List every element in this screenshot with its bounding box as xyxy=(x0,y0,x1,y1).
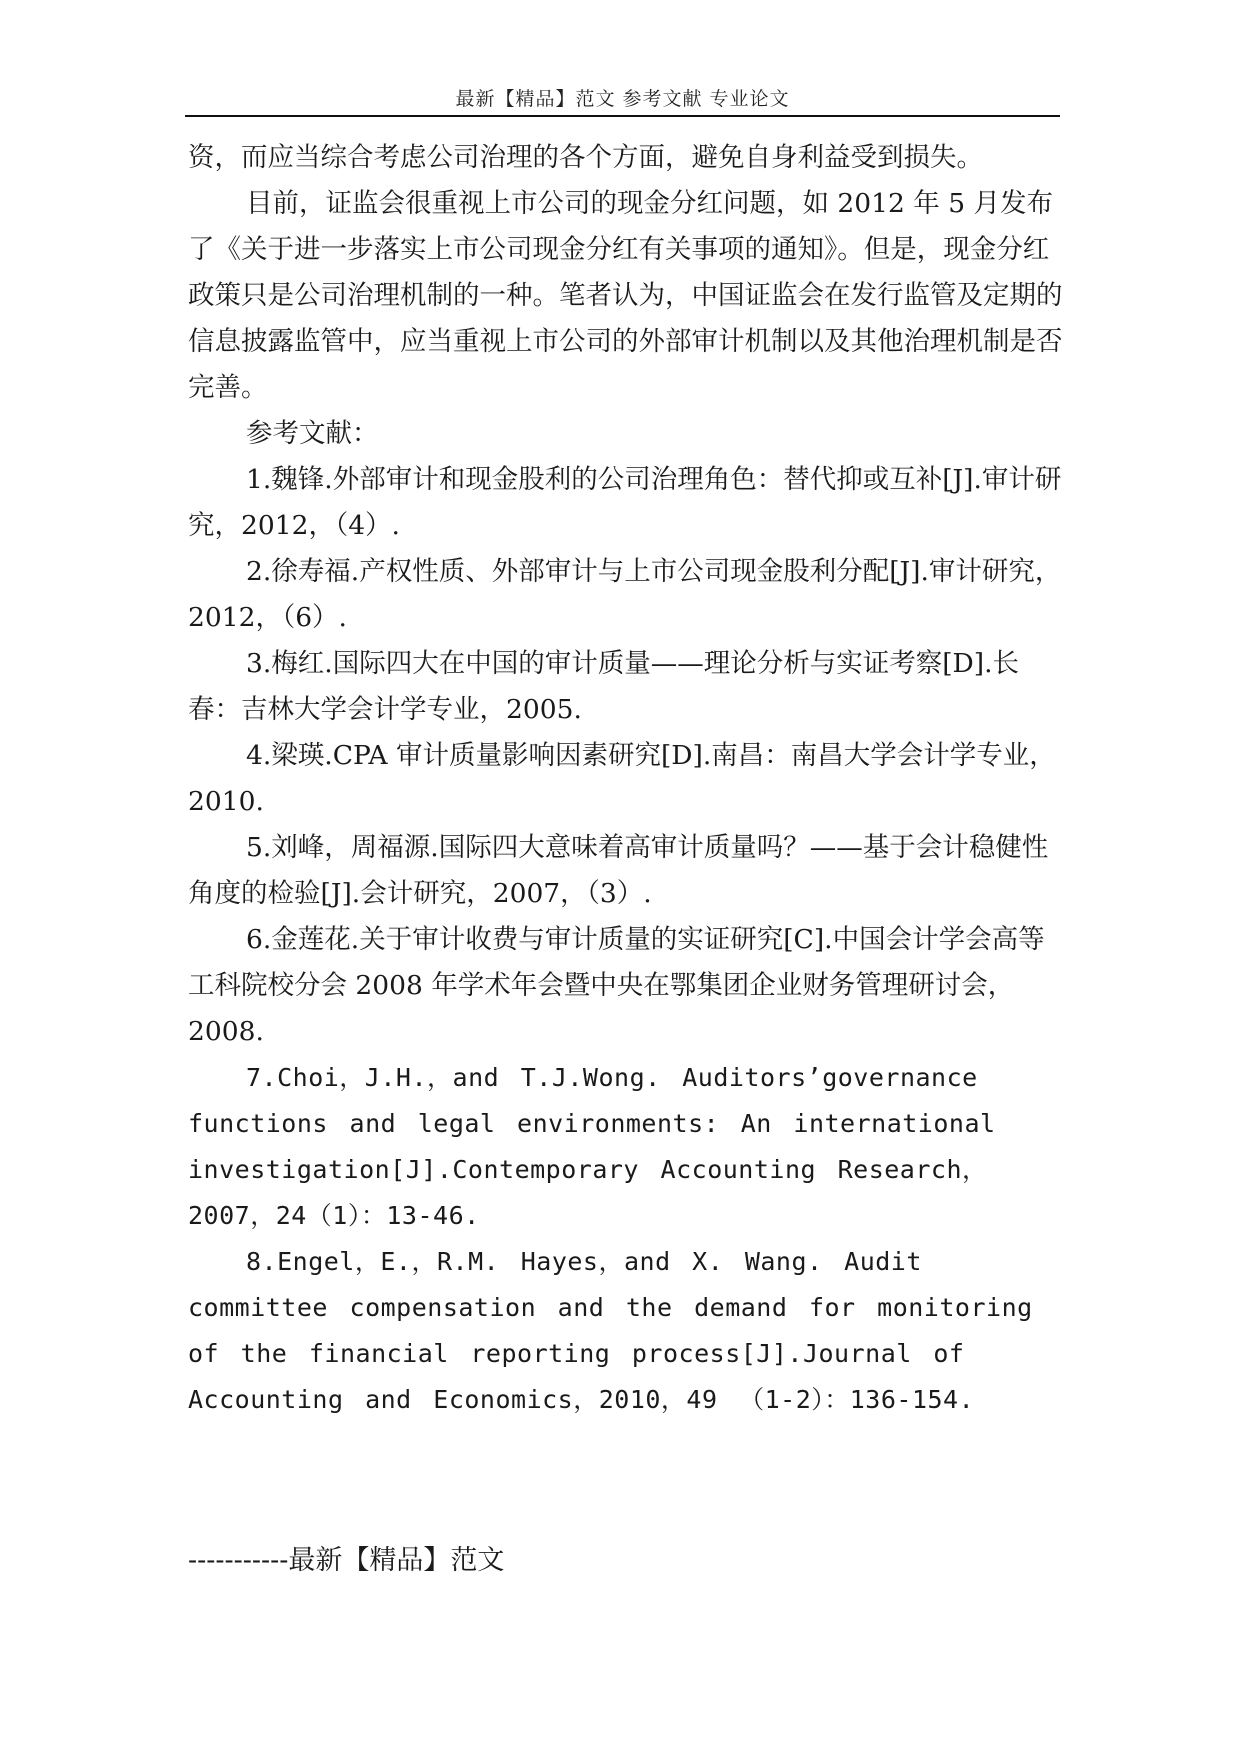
page-footer: -----------最新【精品】范文 xyxy=(188,1545,505,1576)
reference-item: 7.Choi，J.H.，and T.J.Wong. Auditors’governance functions and legal environments: An international investigation[J].Contemporary Accounting Research， 2007，24（1）：13-46. xyxy=(188,1063,996,1230)
header-divider xyxy=(185,115,1060,117)
reference-item: 1.魏锋.外部审计和现金股利的公司治理角色：替代抑或互补[J].审计研究，2012，（4）. xyxy=(188,464,1062,541)
reference-item: 4.梁瑛.CPA 审计质量影响因素研究[D].南昌：南昌大学会计学专业，2010. xyxy=(188,740,1056,817)
references-heading: 参考文献： xyxy=(246,418,379,449)
page-header: 最新【精品】范文 参考文献 专业论文 xyxy=(455,88,790,110)
reference-item: 3.梅红.国际四大在中国的审计质量——理论分析与实证考察[D].长春：吉林大学会计学专业，2005. xyxy=(188,648,1020,725)
paragraph-dividend-policy: 目前，证监会很重视上市公司的现金分红问题，如 2012 年 5 月发布了《关于进一步落实上市公司现金分红有关事项的通知》。但是，现金分红政策只是公司治理机制的一种。笔者认为，中国证监会在发行监管及定期的信息披露监管中，应当重视上市公司的外部审计机制以及其他治理机制是否完善。 xyxy=(188,188,1063,403)
reference-item: 5.刘峰，周福源.国际四大意味着高审计质量吗？——基于会计稳健性角度的检验[J].会计研究，2007，（3）. xyxy=(188,832,1049,909)
reference-item: 8.Engel，E.，R.M. Hayes，and X. Wang. Audit committee compensation and the demand for monitoring of the financial reporting process[J].Journal of Accounting and Economics，2010，49 （1-2）：136-154. xyxy=(188,1247,1033,1414)
paragraph-continuation: 资，而应当综合考虑公司治理的各个方面，避免自身利益受到损失。 xyxy=(188,142,983,173)
reference-item: 6.金莲花.关于审计收费与审计质量的实证研究[C].中国会计学会高等工科院校分会 2008 年学术年会暨中央在鄂集团企业财务管理研讨会，2008. xyxy=(188,924,1045,1047)
reference-item: 2.徐寿福.产权性质、外部审计与上市公司现金股利分配[J].审计研究，2012，（6）. xyxy=(188,556,1062,633)
document-body xyxy=(188,135,1068,1423)
